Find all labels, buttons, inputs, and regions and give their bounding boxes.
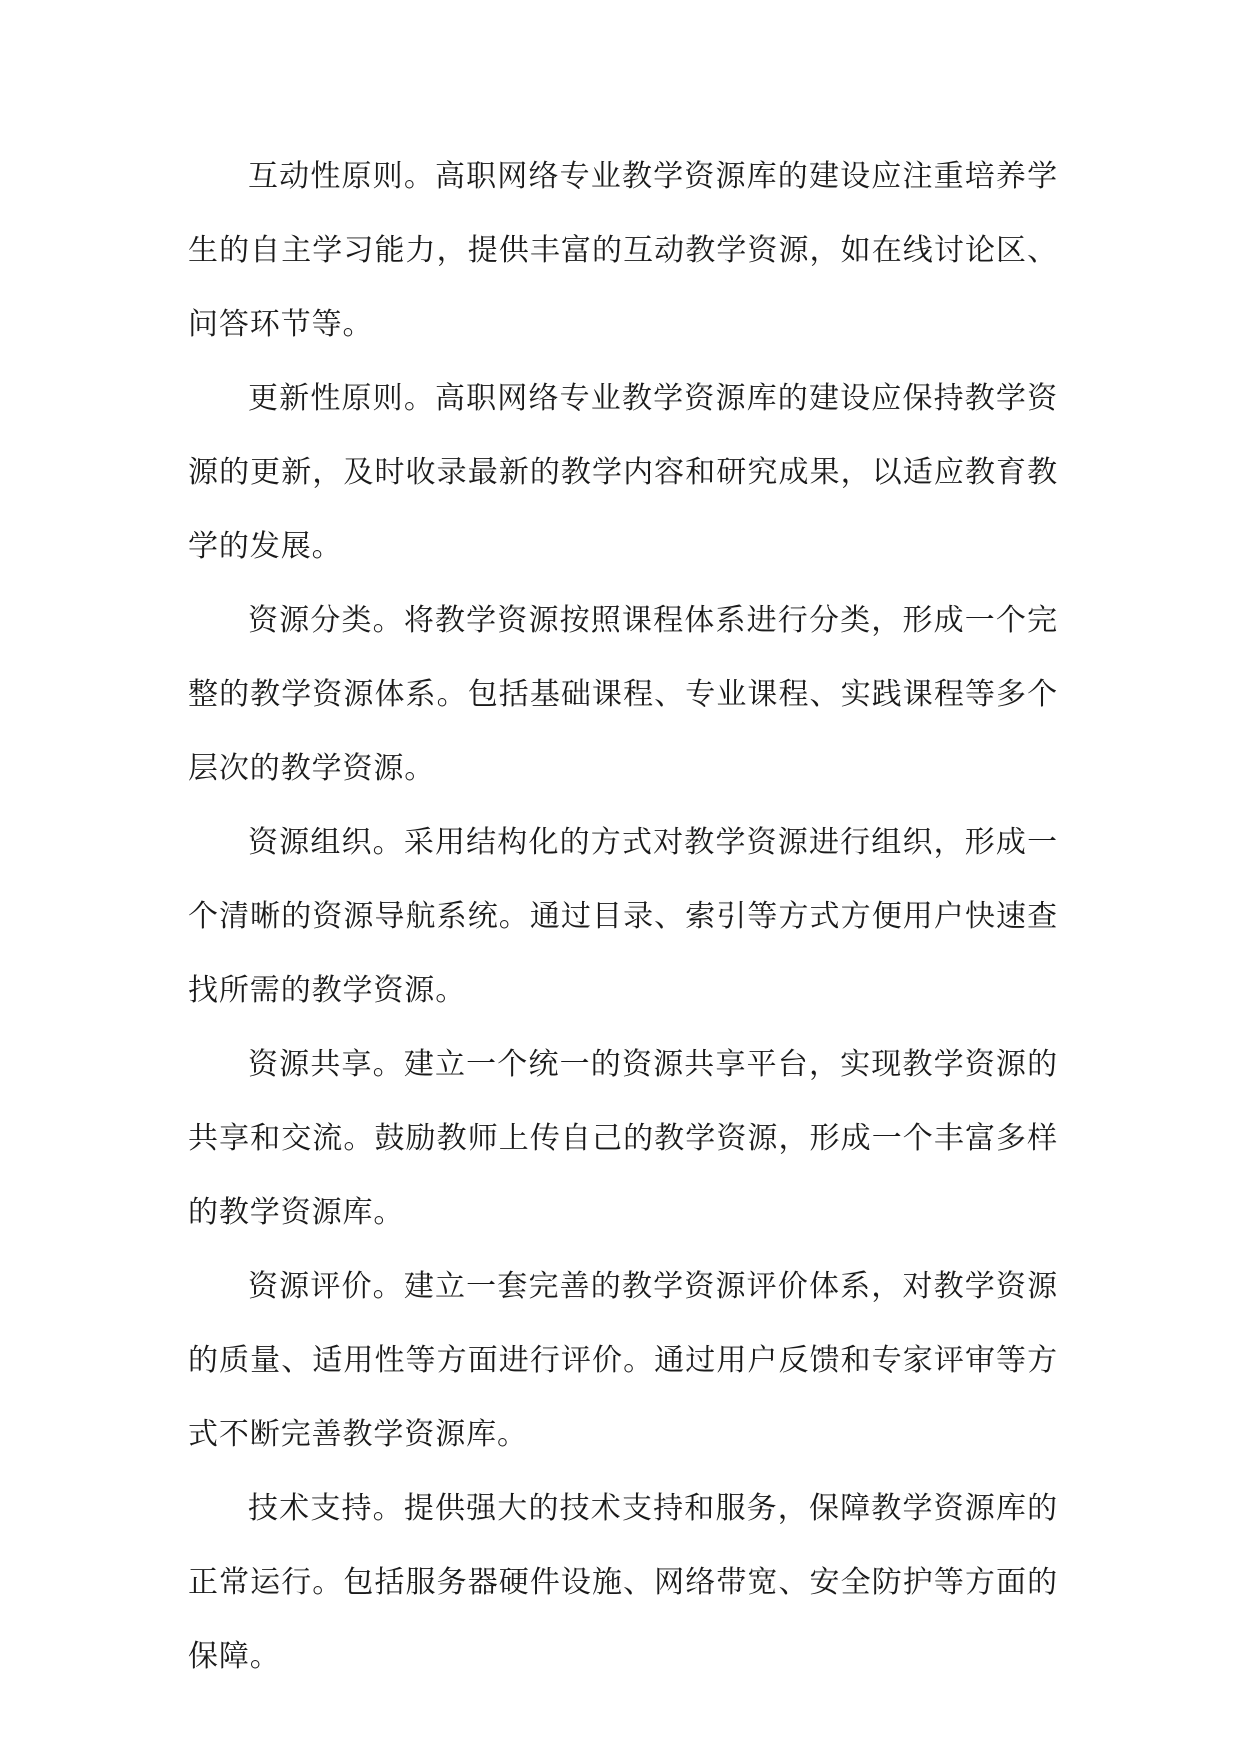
paragraph-resource-evaluation: 资源评价。建立一套完善的教学资源评价体系，对教学资源的质量、适用性等方面进行评价。通过用户反馈和专家评审等方式不断完善教学资源库。 <box>188 1269 1058 1452</box>
paragraph-resource-organization: 资源组织。采用结构化的方式对教学资源进行组织，形成一个清晰的资源导航系统。通过目录、索引等方式方便用户快速查找所需的教学资源。 <box>188 825 1058 1008</box>
paragraph-technical-support: 技术支持。提供强大的技术支持和服务，保障教学资源库的正常运行。包括服务器硬件设施、网络带宽、安全防护等方面的保障。 <box>188 1491 1058 1674</box>
paragraph-resource-sharing: 资源共享。建立一个统一的资源共享平台，实现教学资源的共享和交流。鼓励教师上传自己的教学资源，形成一个丰富多样的教学资源库。 <box>188 1047 1058 1230</box>
paragraph-interactivity-principle: 互动性原则。高职网络专业教学资源库的建设应注重培养学生的自主学习能力，提供丰富的互动教学资源，如在线讨论区、问答环节等。 <box>188 159 1058 342</box>
document-body <box>188 140 1058 1694</box>
paragraph-resource-classification: 资源分类。将教学资源按照课程体系进行分类，形成一个完整的教学资源体系。包括基础课程、专业课程、实践课程等多个层次的教学资源。 <box>188 603 1058 786</box>
paragraph-update-principle: 更新性原则。高职网络专业教学资源库的建设应保持教学资源的更新，及时收录最新的教学内容和研究成果，以适应教育教学的发展。 <box>188 381 1058 564</box>
